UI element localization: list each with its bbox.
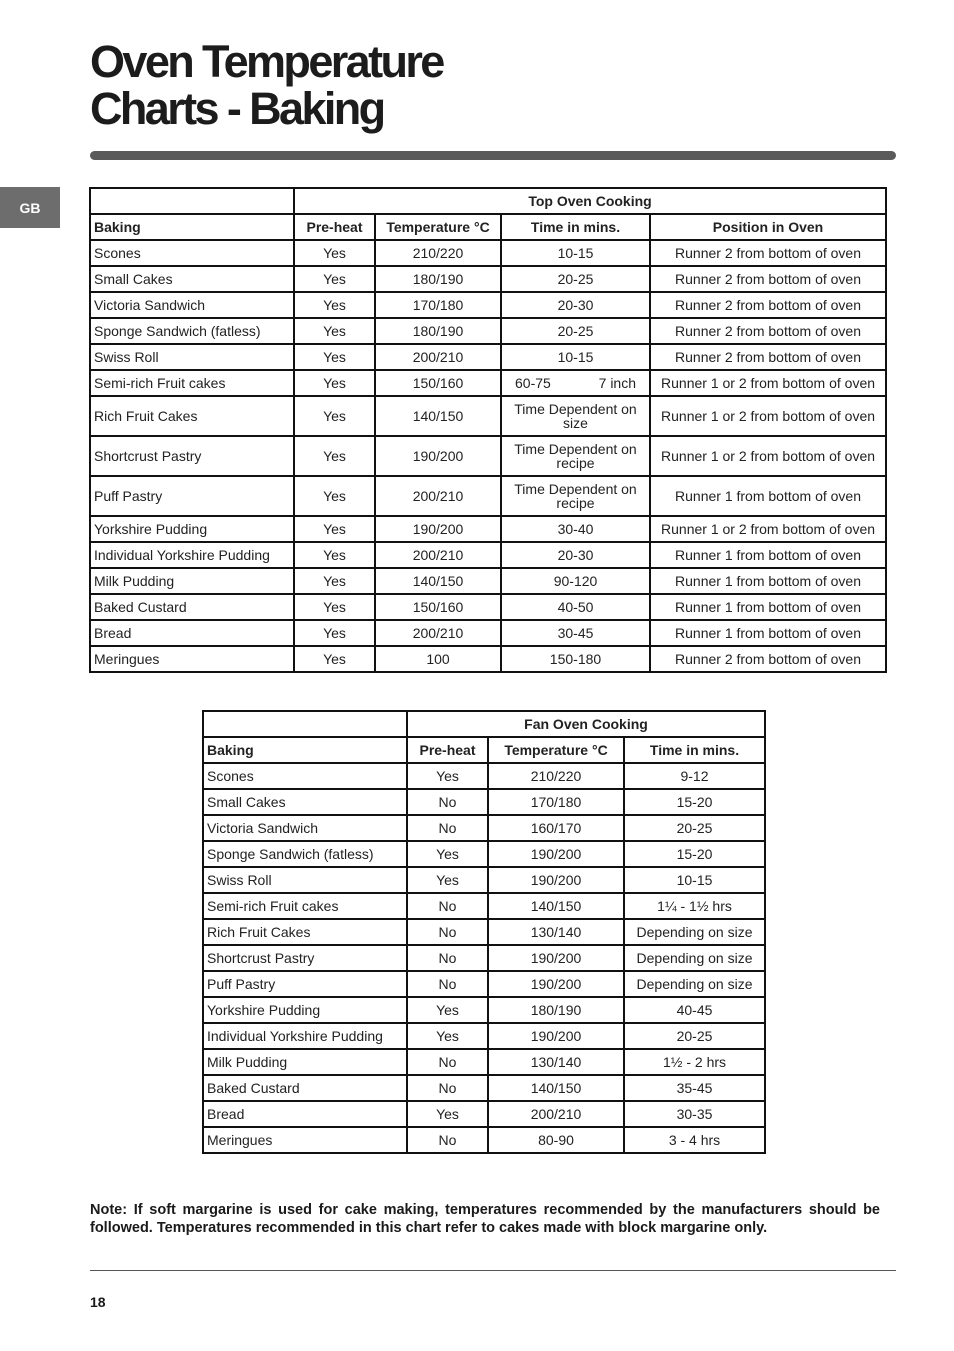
cell-time: 40-50 bbox=[501, 594, 650, 620]
table-row bbox=[90, 292, 886, 318]
table-row bbox=[90, 396, 886, 436]
cell-preheat: Yes bbox=[294, 396, 375, 436]
table-row bbox=[203, 971, 765, 997]
cell-time: Time Dependent on recipe bbox=[501, 476, 650, 516]
cell-temperature: 200/210 bbox=[375, 620, 501, 646]
cell-preheat: Yes bbox=[407, 763, 488, 789]
column-header-time: Time in mins. bbox=[501, 214, 650, 240]
cell-baking: Puff Pastry bbox=[90, 476, 294, 516]
column-header-position: Position in Oven bbox=[650, 214, 886, 240]
cell-preheat: No bbox=[407, 893, 488, 919]
cell-time: 10-15 bbox=[501, 240, 650, 266]
column-header-time: Time in mins. bbox=[624, 737, 765, 763]
cell-time: 20-25 bbox=[501, 318, 650, 344]
cell-position: Runner 2 from bottom of oven bbox=[650, 344, 886, 370]
cell-baking: Milk Pudding bbox=[90, 568, 294, 594]
cell-position: Runner 1 or 2 from bottom of oven bbox=[650, 516, 886, 542]
table-row bbox=[90, 594, 886, 620]
cell-position: Runner 1 or 2 from bottom of oven bbox=[650, 436, 886, 476]
cell-baking: Milk Pudding bbox=[203, 1049, 407, 1075]
cell-time: 30-40 bbox=[501, 516, 650, 542]
cell-position: Runner 1 or 2 from bottom of oven bbox=[650, 396, 886, 436]
table-row bbox=[90, 620, 886, 646]
cell-temperature: 160/170 bbox=[488, 815, 624, 841]
cell-temperature: 200/210 bbox=[488, 1101, 624, 1127]
page-title-line-2: Charts - Baking bbox=[90, 83, 384, 134]
cell-time: Time Dependent on size bbox=[501, 396, 650, 436]
table-row bbox=[90, 318, 886, 344]
cell-temperature: 140/150 bbox=[488, 893, 624, 919]
cell-baking: Baked Custard bbox=[203, 1075, 407, 1101]
table-row bbox=[203, 763, 765, 789]
cell-baking: Meringues bbox=[90, 646, 294, 672]
cell-baking: Individual Yorkshire Pudding bbox=[203, 1023, 407, 1049]
table-row bbox=[203, 919, 765, 945]
cell-baking: Scones bbox=[90, 240, 294, 266]
cell-preheat: No bbox=[407, 815, 488, 841]
cell-baking: Victoria Sandwich bbox=[203, 815, 407, 841]
cell-time: 35-45 bbox=[624, 1075, 765, 1101]
cell-position: Runner 1 from bottom of oven bbox=[650, 594, 886, 620]
cell-temperature: 180/190 bbox=[375, 318, 501, 344]
fan-oven-table bbox=[202, 710, 766, 1154]
cell-time: 1½ - 2 hrs bbox=[624, 1049, 765, 1075]
cell-position: Runner 2 from bottom of oven bbox=[650, 318, 886, 344]
table-row bbox=[203, 997, 765, 1023]
cell-time: 20-30 bbox=[501, 542, 650, 568]
cell-time: 9-12 bbox=[624, 763, 765, 789]
cell-time: 10-15 bbox=[501, 344, 650, 370]
cell-temperature: 130/140 bbox=[488, 919, 624, 945]
cell-baking: Sponge Sandwich (fatless) bbox=[90, 318, 294, 344]
table-row bbox=[90, 436, 886, 476]
cell-preheat: No bbox=[407, 1127, 488, 1153]
cell-position: Runner 1 from bottom of oven bbox=[650, 542, 886, 568]
cell-baking: Shortcrust Pastry bbox=[203, 945, 407, 971]
cell-preheat: Yes bbox=[294, 476, 375, 516]
time-value: 60-75 bbox=[515, 375, 551, 391]
cell-preheat: No bbox=[407, 789, 488, 815]
table-row bbox=[90, 516, 886, 542]
cell-temperature: 190/200 bbox=[488, 867, 624, 893]
cell-temperature: 190/200 bbox=[375, 436, 501, 476]
cell-preheat: Yes bbox=[294, 318, 375, 344]
cell-preheat: No bbox=[407, 945, 488, 971]
cell-position: Runner 2 from bottom of oven bbox=[650, 292, 886, 318]
page-title bbox=[90, 38, 443, 132]
cell-baking: Swiss Roll bbox=[90, 344, 294, 370]
table-row bbox=[203, 945, 765, 971]
cell-temperature: 170/180 bbox=[375, 292, 501, 318]
cell-baking: Small Cakes bbox=[90, 266, 294, 292]
cell-temperature: 80-90 bbox=[488, 1127, 624, 1153]
language-tab: GB bbox=[0, 187, 60, 228]
cell-baking: Rich Fruit Cakes bbox=[90, 396, 294, 436]
cell-temperature: 190/200 bbox=[488, 971, 624, 997]
cell-preheat: Yes bbox=[407, 997, 488, 1023]
cell-time: Depending on size bbox=[624, 919, 765, 945]
cell-temperature: 140/150 bbox=[375, 568, 501, 594]
table-row bbox=[203, 1101, 765, 1127]
footer-divider bbox=[90, 1270, 896, 1271]
page-title-line-1: Oven Temperature bbox=[90, 36, 443, 87]
cell-temperature: 140/150 bbox=[375, 396, 501, 436]
cell-temperature: 130/140 bbox=[488, 1049, 624, 1075]
cell-temperature: 200/210 bbox=[375, 476, 501, 516]
column-header-baking: Baking bbox=[203, 737, 407, 763]
cell-preheat: Yes bbox=[294, 568, 375, 594]
cell-preheat: Yes bbox=[294, 620, 375, 646]
cell-baking: Semi-rich Fruit cakes bbox=[90, 370, 294, 396]
table-row bbox=[90, 266, 886, 292]
column-header-temperature: Temperature °C bbox=[375, 214, 501, 240]
table-row bbox=[203, 1127, 765, 1153]
cell-preheat: Yes bbox=[294, 436, 375, 476]
cell-temperature: 100 bbox=[375, 646, 501, 672]
cell-temperature: 200/210 bbox=[375, 344, 501, 370]
cell-baking: Bread bbox=[203, 1101, 407, 1127]
cell-position: Runner 1 from bottom of oven bbox=[650, 568, 886, 594]
cell-time: Depending on size bbox=[624, 971, 765, 997]
cell-preheat: No bbox=[407, 1075, 488, 1101]
cell-time: 20-25 bbox=[624, 815, 765, 841]
fan-oven-column-headers bbox=[203, 737, 765, 763]
table-row bbox=[203, 1075, 765, 1101]
top-oven-corner-cell bbox=[90, 188, 294, 214]
cell-time bbox=[501, 370, 650, 396]
column-header-preheat: Pre-heat bbox=[294, 214, 375, 240]
table-row bbox=[90, 476, 886, 516]
cell-temperature: 150/160 bbox=[375, 370, 501, 396]
cell-position: Runner 1 from bottom of oven bbox=[650, 620, 886, 646]
table-row bbox=[203, 815, 765, 841]
table-row bbox=[203, 789, 765, 815]
cell-baking: Small Cakes bbox=[203, 789, 407, 815]
cell-baking: Yorkshire Pudding bbox=[203, 997, 407, 1023]
cell-time: 30-35 bbox=[624, 1101, 765, 1127]
cell-baking: Scones bbox=[203, 763, 407, 789]
cell-preheat: Yes bbox=[294, 542, 375, 568]
cell-preheat: Yes bbox=[294, 266, 375, 292]
cell-time: 90-120 bbox=[501, 568, 650, 594]
fan-oven-group-header: Fan Oven Cooking bbox=[407, 711, 765, 737]
cell-preheat: Yes bbox=[294, 292, 375, 318]
column-header-baking: Baking bbox=[90, 214, 294, 240]
cell-position: Runner 2 from bottom of oven bbox=[650, 240, 886, 266]
cell-preheat: Yes bbox=[407, 1101, 488, 1127]
cell-time: Depending on size bbox=[624, 945, 765, 971]
cell-time: 20-30 bbox=[501, 292, 650, 318]
time-with-size bbox=[505, 376, 646, 390]
cell-temperature: 190/200 bbox=[488, 1023, 624, 1049]
cell-baking: Bread bbox=[90, 620, 294, 646]
cell-preheat: Yes bbox=[294, 646, 375, 672]
cell-time: 15-20 bbox=[624, 789, 765, 815]
cell-time: 15-20 bbox=[624, 841, 765, 867]
cell-preheat: Yes bbox=[407, 841, 488, 867]
cell-preheat: No bbox=[407, 971, 488, 997]
cell-time: Time Dependent on recipe bbox=[501, 436, 650, 476]
table-row bbox=[203, 867, 765, 893]
table-row bbox=[203, 1023, 765, 1049]
fan-oven-corner-cell bbox=[203, 711, 407, 737]
table-row bbox=[203, 893, 765, 919]
table-row bbox=[90, 646, 886, 672]
cell-time: 3 - 4 hrs bbox=[624, 1127, 765, 1153]
table-row bbox=[90, 370, 886, 396]
cell-baking: Baked Custard bbox=[90, 594, 294, 620]
cell-preheat: Yes bbox=[294, 594, 375, 620]
margarine-note: Note: If soft margarine is used for cake making, temperatures recommended by the manufacturers should be followed. Temperatures recommended in this chart refer to cakes made with block margarine only. bbox=[90, 1202, 880, 1236]
table-row bbox=[90, 568, 886, 594]
cell-baking: Shortcrust Pastry bbox=[90, 436, 294, 476]
cell-temperature: 190/200 bbox=[375, 516, 501, 542]
cell-preheat: Yes bbox=[294, 516, 375, 542]
cell-time: 20-25 bbox=[501, 266, 650, 292]
cell-time: 30-45 bbox=[501, 620, 650, 646]
page-number: 18 bbox=[90, 1294, 106, 1310]
cell-baking: Semi-rich Fruit cakes bbox=[203, 893, 407, 919]
cell-baking: Sponge Sandwich (fatless) bbox=[203, 841, 407, 867]
table-row bbox=[90, 344, 886, 370]
cell-time: 40-45 bbox=[624, 997, 765, 1023]
cell-temperature: 190/200 bbox=[488, 841, 624, 867]
cell-baking: Rich Fruit Cakes bbox=[203, 919, 407, 945]
top-oven-column-headers bbox=[90, 214, 886, 240]
cell-temperature: 190/200 bbox=[488, 945, 624, 971]
cell-baking: Victoria Sandwich bbox=[90, 292, 294, 318]
cell-preheat: No bbox=[407, 1049, 488, 1075]
cell-temperature: 210/220 bbox=[375, 240, 501, 266]
cell-preheat: Yes bbox=[407, 867, 488, 893]
cell-preheat: Yes bbox=[407, 1023, 488, 1049]
cell-time: 1¼ - 1½ hrs bbox=[624, 893, 765, 919]
cell-baking: Puff Pastry bbox=[203, 971, 407, 997]
column-header-temperature: Temperature °C bbox=[488, 737, 624, 763]
cell-position: Runner 1 from bottom of oven bbox=[650, 476, 886, 516]
table-row bbox=[90, 542, 886, 568]
table-row bbox=[90, 240, 886, 266]
cell-preheat: No bbox=[407, 919, 488, 945]
cell-temperature: 180/190 bbox=[488, 997, 624, 1023]
cell-preheat: Yes bbox=[294, 344, 375, 370]
table-row bbox=[203, 1049, 765, 1075]
cell-baking: Yorkshire Pudding bbox=[90, 516, 294, 542]
cell-position: Runner 2 from bottom of oven bbox=[650, 646, 886, 672]
cell-time: 10-15 bbox=[624, 867, 765, 893]
cell-temperature: 170/180 bbox=[488, 789, 624, 815]
column-header-preheat: Pre-heat bbox=[407, 737, 488, 763]
cell-temperature: 180/190 bbox=[375, 266, 501, 292]
cell-baking: Swiss Roll bbox=[203, 867, 407, 893]
cell-time: 150-180 bbox=[501, 646, 650, 672]
cell-temperature: 140/150 bbox=[488, 1075, 624, 1101]
cell-baking: Meringues bbox=[203, 1127, 407, 1153]
table-row bbox=[203, 841, 765, 867]
cake-size: 7 inch bbox=[598, 375, 636, 391]
title-divider bbox=[90, 151, 896, 160]
top-oven-table bbox=[89, 187, 887, 673]
cell-time: 20-25 bbox=[624, 1023, 765, 1049]
cell-position: Runner 1 or 2 from bottom of oven bbox=[650, 370, 886, 396]
cell-baking: Individual Yorkshire Pudding bbox=[90, 542, 294, 568]
cell-position: Runner 2 from bottom of oven bbox=[650, 266, 886, 292]
cell-preheat: Yes bbox=[294, 370, 375, 396]
cell-temperature: 200/210 bbox=[375, 542, 501, 568]
cell-preheat: Yes bbox=[294, 240, 375, 266]
cell-temperature: 210/220 bbox=[488, 763, 624, 789]
top-oven-group-header: Top Oven Cooking bbox=[294, 188, 886, 214]
cell-temperature: 150/160 bbox=[375, 594, 501, 620]
